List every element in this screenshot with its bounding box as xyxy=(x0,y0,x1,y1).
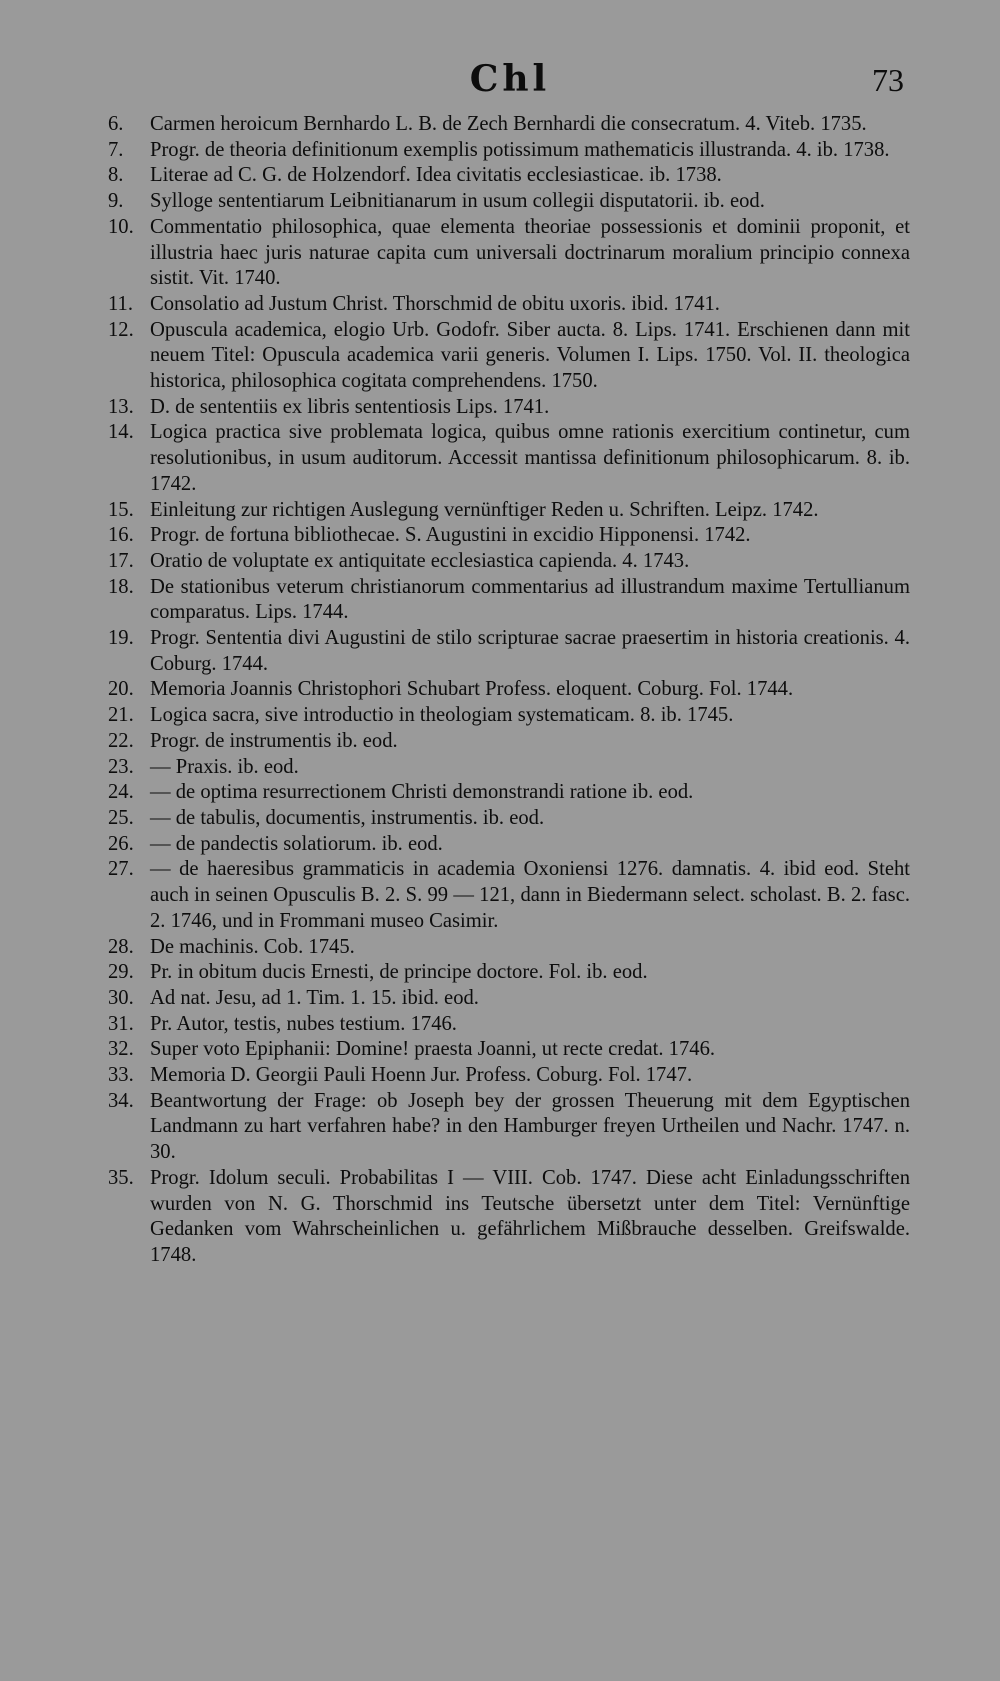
entry-number: 31. xyxy=(108,1012,134,1035)
entry-text: Memoria Joannis Christophori Schubart Profess. eloquent. Coburg. Fol. 1744. xyxy=(150,678,794,701)
bibliography-entry xyxy=(108,986,910,1012)
entry-number: 24. xyxy=(108,781,134,804)
bibliography-entry xyxy=(108,138,910,164)
entry-text: — de tabulis, documentis, instrumentis. ib. eod. xyxy=(150,806,545,829)
entry-text: Memoria D. Georgii Pauli Hoenn Jur. Profess. Coburg. Fol. 1747. xyxy=(150,1064,693,1087)
bibliography-entry xyxy=(108,729,910,755)
entry-text: Progr. de theoria definitionum exemplis potissimum mathematicis illustranda. 4. ib. 1738. xyxy=(150,138,890,161)
entry-number: 26. xyxy=(108,832,134,855)
page-number: 73 xyxy=(872,62,904,98)
entry-number: 13. xyxy=(108,395,134,418)
entry-number: 14. xyxy=(108,421,134,444)
entry-number: 15. xyxy=(108,498,134,521)
bibliography-entry xyxy=(108,832,910,858)
entry-number: 34. xyxy=(108,1089,134,1112)
entry-number: 7. xyxy=(108,138,124,161)
entry-number: 35. xyxy=(108,1166,134,1189)
entry-text: Oratio de voluptate ex antiquitate ecclesiastica capienda. 4. 1743. xyxy=(150,549,690,572)
bibliography-entry xyxy=(108,626,910,677)
entry-number: 16. xyxy=(108,524,134,547)
entry-text: De machinis. Cob. 1745. xyxy=(150,935,355,958)
bibliography-entry xyxy=(108,292,910,318)
bibliography-entry xyxy=(108,575,910,626)
entry-text: — Praxis. ib. eod. xyxy=(150,755,299,778)
entry-number: 6. xyxy=(108,113,124,135)
bibliography-entry xyxy=(108,1012,910,1038)
entry-text: Opuscula academica, elogio Urb. Godofr. Siber aucta. 8. Lips. 1741. Erschienen dann mit neuem Titel: Opuscula academica varii generis. Volumen I. Lips. 1750. Vol. II. theologica historica, philosophica cogitata comprehendens. 1750. xyxy=(150,318,910,393)
entry-text: Progr. Idolum seculi. Probabilitas I — VIII. Cob. 1747. Diese acht Einladungsschriften wurden von N. G. Thorschmid ins Teutsche übersetzt unter dem Titel: Vernünftige Gedanken vom Wahrscheinlichen u. gefährlichem Mißbrauche desselben. Greifswalde. 1748. xyxy=(150,1166,910,1266)
running-head: Chl xyxy=(469,58,551,100)
entry-text: Logica practica sive problemata logica, quibus omne rationis exercitium continetur, cum resolutionibus, in usum auditorum. Accessit mantissa definitionum philosophicarum. 8. ib. 1742. xyxy=(150,421,910,495)
bibliography-entry xyxy=(108,549,910,575)
bibliography-entry xyxy=(108,420,910,497)
bibliography-entry xyxy=(108,806,910,832)
entry-text: Carmen heroicum Bernhardo L. B. de Zech Bernhardi die consecratum. 4. Viteb. 1735. xyxy=(150,113,867,135)
entry-number: 8. xyxy=(108,164,124,187)
entry-number: 18. xyxy=(108,575,134,598)
bibliography-entry xyxy=(108,755,910,781)
entry-text: Beantwortung der Frage: ob Joseph bey der grossen Theuerung mit dem Egyptischen Landmann zu hart verfahren habe? in den Hamburger freyen Urtheilen und Nachr. 1747. n. 30. xyxy=(150,1089,910,1164)
entry-text: Ad nat. Jesu, ad 1. Tim. 1. 15. ibid. eod. xyxy=(150,986,479,1009)
entry-text: — de pandectis solatiorum. ib. eod. xyxy=(150,832,443,855)
entry-number: 10. xyxy=(108,215,134,238)
bibliography-entry xyxy=(108,215,910,292)
bibliography-entry xyxy=(108,1063,910,1089)
entry-text: Progr. Sententia divi Augustini de stilo scripturae sacrae praesertim in historia creationis. 4. Coburg. 1744. xyxy=(150,627,910,675)
entry-text: Super voto Epiphanii: Domine! praesta Joanni, ut recte credat. 1746. xyxy=(150,1038,716,1061)
bibliography-entry xyxy=(108,1037,910,1063)
entry-number: 23. xyxy=(108,755,134,778)
entry-number: 33. xyxy=(108,1064,134,1087)
bibliography-entry xyxy=(108,780,910,806)
entry-number: 29. xyxy=(108,961,134,984)
bibliography-entry xyxy=(108,960,910,986)
bibliography-entry xyxy=(108,523,910,549)
bibliography-entry xyxy=(108,935,910,961)
bibliography-entry xyxy=(108,163,910,189)
bibliography-entry xyxy=(108,498,910,524)
entry-number: 30. xyxy=(108,986,134,1009)
entry-text: Pr. Autor, testis, nubes testium. 1746. xyxy=(150,1012,457,1035)
entry-text: Sylloge sententiarum Leibnitianarum in usum collegii disputatorii. ib. eod. xyxy=(150,190,765,213)
entry-number: 32. xyxy=(108,1038,134,1061)
entry-number: 27. xyxy=(108,858,134,881)
entry-number: 25. xyxy=(108,806,134,829)
entry-number: 20. xyxy=(108,678,134,701)
bibliography-entry xyxy=(108,318,910,395)
entry-text: De stationibus veterum christianorum commentarius ad illustrandum maxime Tertullianum comparatus. Lips. 1744. xyxy=(150,575,910,624)
bibliography-entry xyxy=(108,112,910,138)
entry-text: Progr. de fortuna bibliothecae. S. Augustini in excidio Hipponensi. 1742. xyxy=(150,524,751,547)
bibliography-entry xyxy=(108,1089,910,1166)
entry-number: 11. xyxy=(108,292,133,315)
entry-number: 17. xyxy=(108,549,134,572)
entry-number: 28. xyxy=(108,935,134,958)
bibliography-entry xyxy=(108,395,910,421)
entry-text: — de optima resurrectionem Christi demonstrandi ratione ib. eod. xyxy=(150,781,694,804)
entry-number: 9. xyxy=(108,190,124,213)
entry-number: 21. xyxy=(108,704,134,727)
entry-text: — de haeresibus grammaticis in academia Oxoniensi 1276. damnatis. 4. ibid eod. Steht auch in seinen Opusculis B. 2. S. 99 — 121, dann in Biedermann select. scholast. B. 2. fasc. 2. 1746, und in Frommani museo Casimir. xyxy=(150,858,910,932)
entry-text: D. de sententiis ex libris sententiosis Lips. 1741. xyxy=(150,395,550,418)
entry-text: Consolatio ad Justum Christ. Thorschmid de obitu uxoris. ibid. 1741. xyxy=(150,292,720,315)
entry-number: 12. xyxy=(108,318,134,341)
bibliography-entry xyxy=(108,677,910,703)
entry-text: Einleitung zur richtigen Auslegung vernünftiger Reden u. Schriften. Leipz. 1742. xyxy=(150,498,819,521)
bibliography-entry xyxy=(108,857,910,934)
entry-text: Progr. de instrumentis ib. eod. xyxy=(150,729,398,752)
bibliography-list xyxy=(108,112,910,1269)
entry-text: Commentatio philosophica, quae elementa theoriae possessionis et dominii proponit, et illustria haec juris naturae capita cum universali doctrinarum moralium principio connexa sistit. Vit. 1740. xyxy=(150,215,910,290)
bibliography-entry xyxy=(108,189,910,215)
bibliography-entry xyxy=(108,703,910,729)
page-header xyxy=(0,58,1000,108)
entry-number: 19. xyxy=(108,627,134,650)
entry-text: Logica sacra, sive introductio in theologiam systematicam. 8. ib. 1745. xyxy=(150,704,734,727)
bibliography-entry xyxy=(108,1166,910,1269)
entry-text: Pr. in obitum ducis Ernesti, de principe doctore. Fol. ib. eod. xyxy=(150,961,648,984)
entry-text: Literae ad C. G. de Holzendorf. Idea civitatis ecclesiasticae. ib. 1738. xyxy=(150,164,722,187)
entry-number: 22. xyxy=(108,729,134,752)
